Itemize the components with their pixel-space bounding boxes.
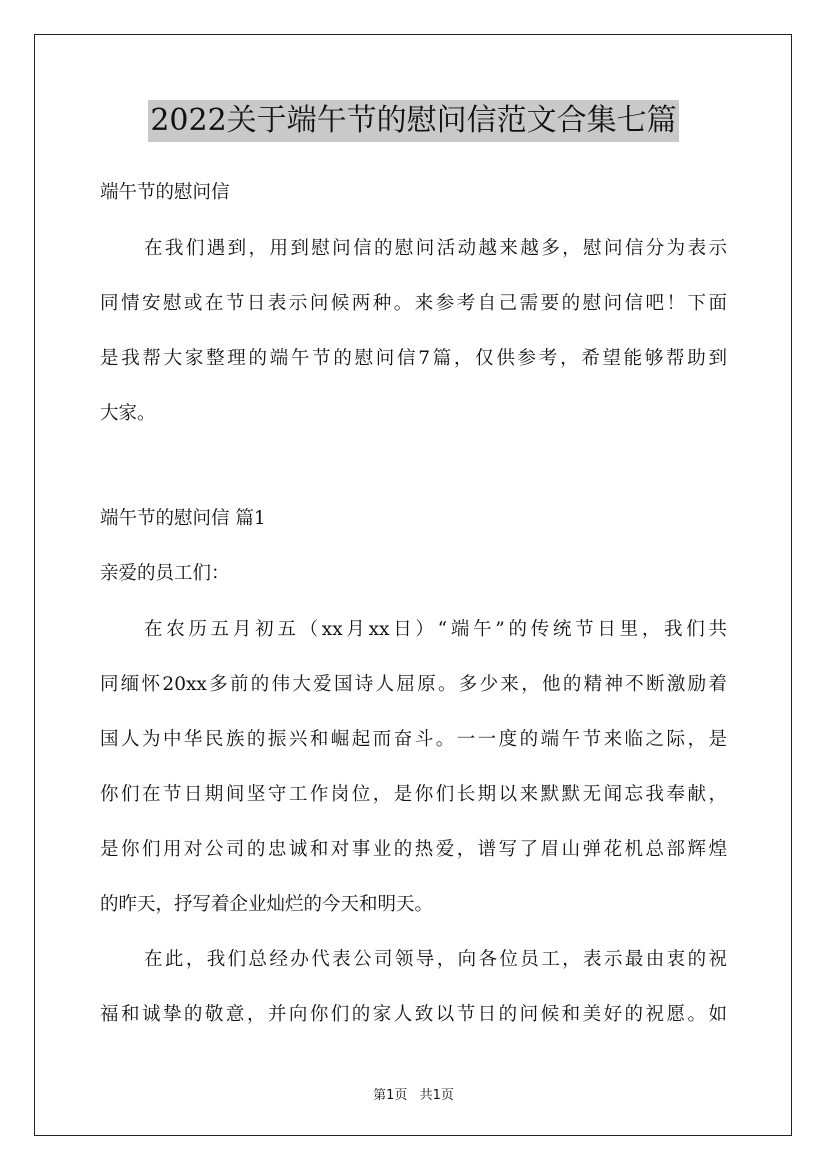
page-number: 第1页	[373, 1088, 408, 1103]
letter-heading: 端午节的慰问信 篇1	[100, 508, 266, 529]
paragraph-line: 同缅怀20xx多前的伟大爱国诗人屈原。多少来，他的精神不断激励着	[100, 674, 727, 695]
paragraph-line: 的昨天，抒写着企业灿烂的今天和明天。	[100, 894, 434, 915]
page-footer	[0, 1084, 827, 1103]
paragraph-line: 是我帮大家整理的端午节的慰问信7篇，仅供参考，希望能够帮助到	[100, 348, 727, 369]
paragraph-line: 同情安慰或在节日表示问候两种。来参考自己需要的慰问信吧！下面	[100, 293, 727, 314]
paragraph-line: 你们在节日期间坚守工作岗位，是你们长期以来默默无闻忘我奉献，	[100, 784, 727, 805]
paragraph-line: 是你们用对公司的忠诚和对事业的热爱，谱写了眉山弹花机总部辉煌	[100, 839, 727, 860]
paragraph-line: 在此，我们总经办代表公司领导，向各位员工，表示最由衷的祝	[144, 949, 727, 970]
paragraph-line: 大家。	[100, 403, 156, 424]
paragraph-line: 福和诚挚的敬意，并向你们的家人致以节日的问候和美好的祝愿。如	[100, 1004, 727, 1025]
salutation: 亲爱的员工们：	[100, 563, 230, 584]
title-container	[0, 100, 827, 142]
paragraph-line: 在农历五月初五（xx月xx日）“端午”的传统节日里，我们共	[144, 619, 727, 640]
paragraph-line: 国人为中华民族的振兴和崛起而奋斗。一一度的端午节来临之际，是	[100, 729, 727, 750]
section-heading: 端午节的慰问信	[100, 182, 230, 203]
document-title: 2022关于端午节的慰问信范文合集七篇	[148, 100, 678, 142]
page-total: 共1页	[419, 1088, 454, 1103]
paragraph-line: 在我们遇到，用到慰问信的慰问活动越来越多，慰问信分为表示	[144, 238, 727, 259]
